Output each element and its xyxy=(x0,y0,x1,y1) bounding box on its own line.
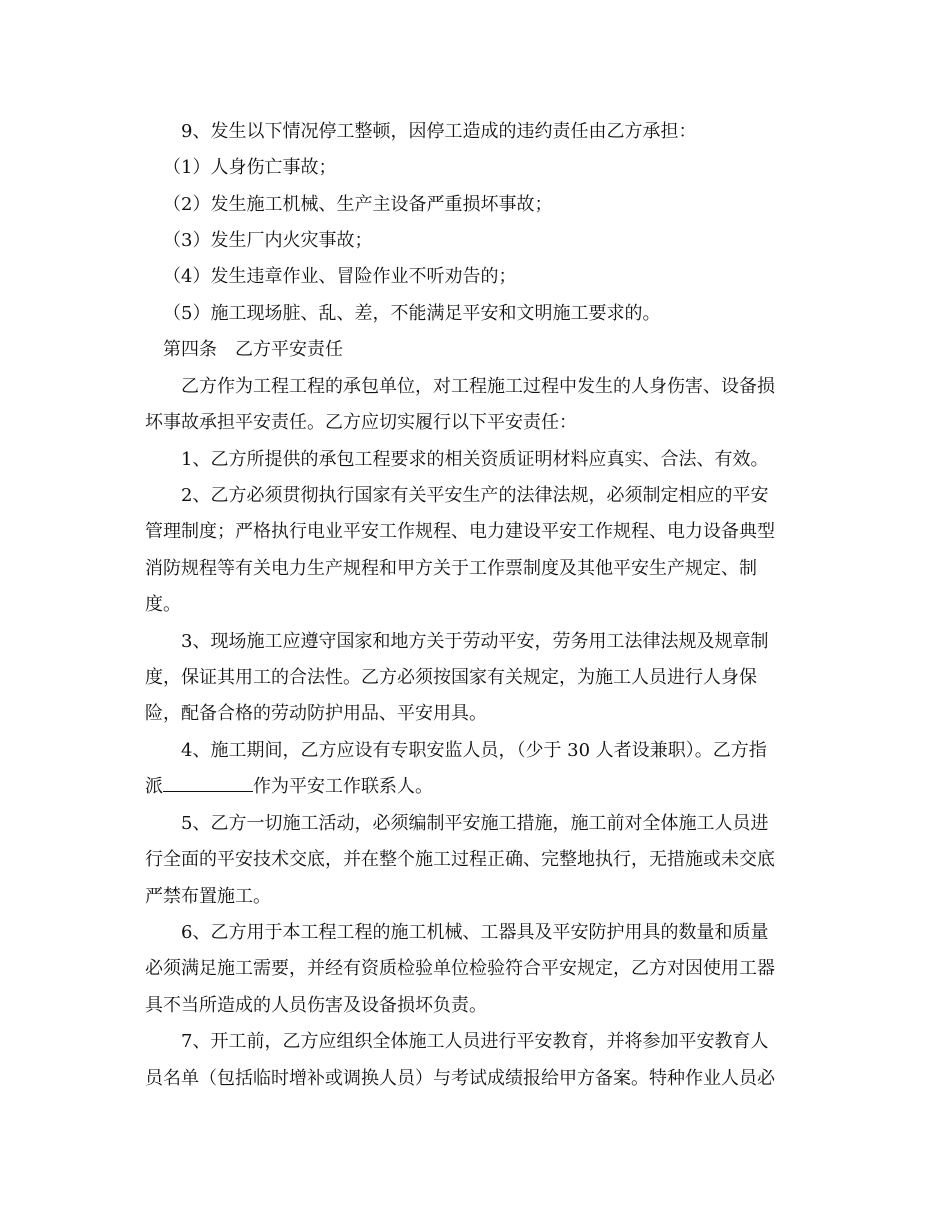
paragraph-line: 4、施工期间，乙方应设有专职安监人员，（少于 30 人者设兼职）。乙方指 xyxy=(181,740,767,761)
paragraph-line: 行全面的平安技术交底，并在整个施工过程正确、完整地执行，无措施或未交底 xyxy=(145,849,775,870)
article-4-heading: 第四条 乙方平安责任 xyxy=(163,339,343,360)
paragraph-line: 1、乙方所提供的承包工程要求的相关资质证明材料应真实、合法、有效。 xyxy=(181,449,769,470)
paragraph-line: 度。 xyxy=(145,594,181,615)
paragraph-line xyxy=(145,769,805,805)
paragraph-line: 严禁布置施工。 xyxy=(145,886,271,907)
paragraph-line: 必须满足施工需要，并经有资质检验单位检验符合平安规定，乙方对因使用工器 xyxy=(145,958,775,979)
paragraph-line: 度，保证其用工的合法性。乙方必须按国家有关规定，为施工人员进行人身保 xyxy=(145,667,757,688)
paragraph-line: 员名单（包括临时增补或调换人员）与考试成绩报给甲方备案。特种作业人员必 xyxy=(145,1068,775,1089)
text-segment: 作为平安工作联系人。 xyxy=(253,776,433,797)
paragraph-line: 消防规程等有关电力生产规程和甲方关于工作票制度及其他平安生产规定、制 xyxy=(145,558,757,579)
paragraph-line: 乙方作为工程工程的承包单位，对工程施工过程中发生的人身伤害、设备损 xyxy=(181,376,775,397)
clause-9-item-3: （3）发生厂内火灾事故； xyxy=(163,230,373,251)
clause-9-heading: 9、发生以下情况停工整顿，因停工造成的违约责任由乙方承担： xyxy=(181,121,697,142)
paragraph-line: 5、乙方一切施工活动，必须编制平安施工措施，施工前对全体施工人员进 xyxy=(181,813,769,834)
clause-9-item-5: （5）施工现场脏、乱、差，不能满足平安和文明施工要求的。 xyxy=(163,303,661,324)
clause-9-item-4: （4）发生违章作业、冒险作业不听劝告的； xyxy=(163,266,517,287)
paragraph-line: 2、乙方必须贯彻执行国家有关平安生产的法律法规，必须制定相应的平安 xyxy=(181,485,769,506)
paragraph-line: 具不当所造成的人员伤害及设备损坏负责。 xyxy=(145,995,487,1016)
clause-9-item-1: （1）人身伤亡事故； xyxy=(163,157,337,178)
paragraph-line: 坏事故承担平安责任。乙方应切实履行以下平安责任： xyxy=(145,412,577,433)
clause-9-item-2: （2）发生施工机械、生产主设备严重损坏事故； xyxy=(163,194,553,215)
contact-person-blank[interactable] xyxy=(163,773,253,792)
paragraph-line: 3、现场施工应遵守国家和地方关于劳动平安，劳务用工法律法规及规章制 xyxy=(181,631,769,652)
paragraph-line: 6、乙方用于本工程工程的施工机械、工器具及平安防护用具的数量和质量 xyxy=(181,922,769,943)
paragraph-line: 险，配备合格的劳动防护用品、平安用具。 xyxy=(145,703,487,724)
paragraph-line: 管理制度；严格执行电业平安工作规程、电力建设平安工作规程、电力设备典型 xyxy=(145,521,775,542)
text-segment: 派 xyxy=(145,776,163,797)
paragraph-line: 7、开工前，乙方应组织全体施工人员进行平安教育，并将参加平安教育人 xyxy=(181,1031,769,1052)
